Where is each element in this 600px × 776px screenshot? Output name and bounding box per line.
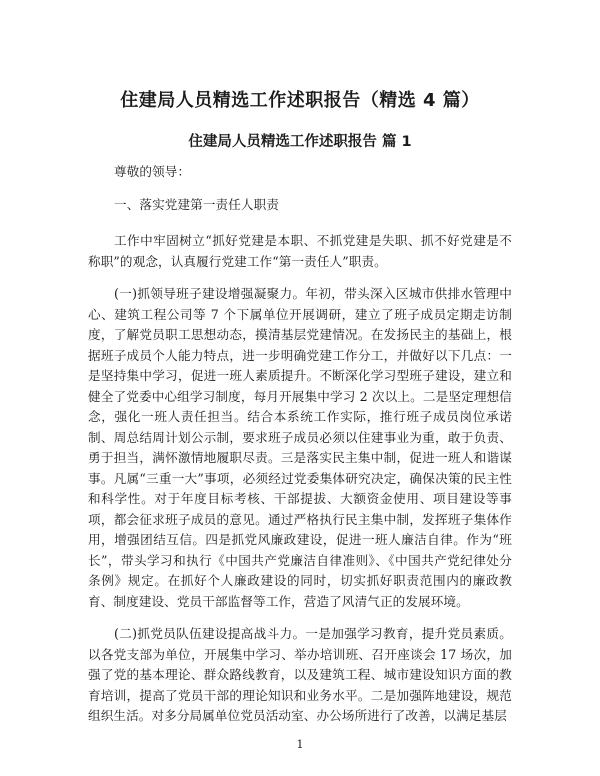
paragraph-1: 工作中牢固树立“抓好党建是本职、不抓党建是失职、抓不好党建是不称职”的观念，认真履行党建工作“第一责任人”职责。: [88, 233, 512, 269]
document-body: [88, 162, 512, 727]
paragraph-2: (一)抓领导班子建设增强凝聚力。年初，带头深入区城市供排水管理中心、建筑工程公司等 7 个下属单位开展调研，建立了班子成员定期走访制度，了解党员职工思想动态，摸清基层党建情况。在发扬民主的基础上，根据班子成员个人能力特点，进一步明确党建工作分工，并做好以下几点：一是坚持集中学习，促进一班人素质提升。不断深化学习型班子建设，建立和健全了党委中心组学习制度，每月开展集中学习 2 次以上。二是坚定理想信念，强化一班人责任担当。结合本系统工作实际，推行班子成员岗位承诺制、周总结周计划公示制，要求班子成员必须以住建事业为重，敢于负责、勇于担当，满怀激情地履职尽责。三是落实民主集中制，促进一班人和谐谋事。凡属“三重一大”事项，必须经过党委集体研究决定，确保决策的民主性和科学性。对于年度目标考核、干部提拔、大额资金使用、项目建设等事项，都会征求班子成员的意见。通过严格执行民主集中制，发挥班子集体作用，增强团结互信。四是抓党风廉政建设，促进一班人廉洁自律。作为“班长”，带头学习和执行《中国共产党廉洁自律准则》、《中国共产党纪律处分条例》规定。在抓好个人廉政建设的同时，切实抓好职责范围内的廉政教育、制度建设、党员干部监督等工作，营造了风清气正的发展环境。: [88, 286, 512, 609]
document-title: 住建局人员精选工作述职报告（精选 4 篇）: [120, 90, 480, 111]
greeting: 尊敬的领导：: [114, 164, 191, 179]
paragraph-3: (二)抓党员队伍建设提高战斗力。一是加强学习教育，提升党员素质。以各党支部为单位，开展集中学习、举办培训班、召开座谈会 17 场次，加强了党的基本理论、群众路线教育，以及建筑工程、城市建设知识方面的教育培训，提高了党员干部的理论知识和业务水平。二是加强阵地建设，规范组织生活。对多分局属单位党员活动室、办公场所进行了改善，以满足基层: [88, 626, 512, 723]
section-title: 住建局人员精选工作述职报告 篇 1: [188, 134, 412, 150]
heading-1: 一、落实党建第一责任人职责: [114, 196, 280, 212]
page-number: 1: [296, 738, 304, 751]
